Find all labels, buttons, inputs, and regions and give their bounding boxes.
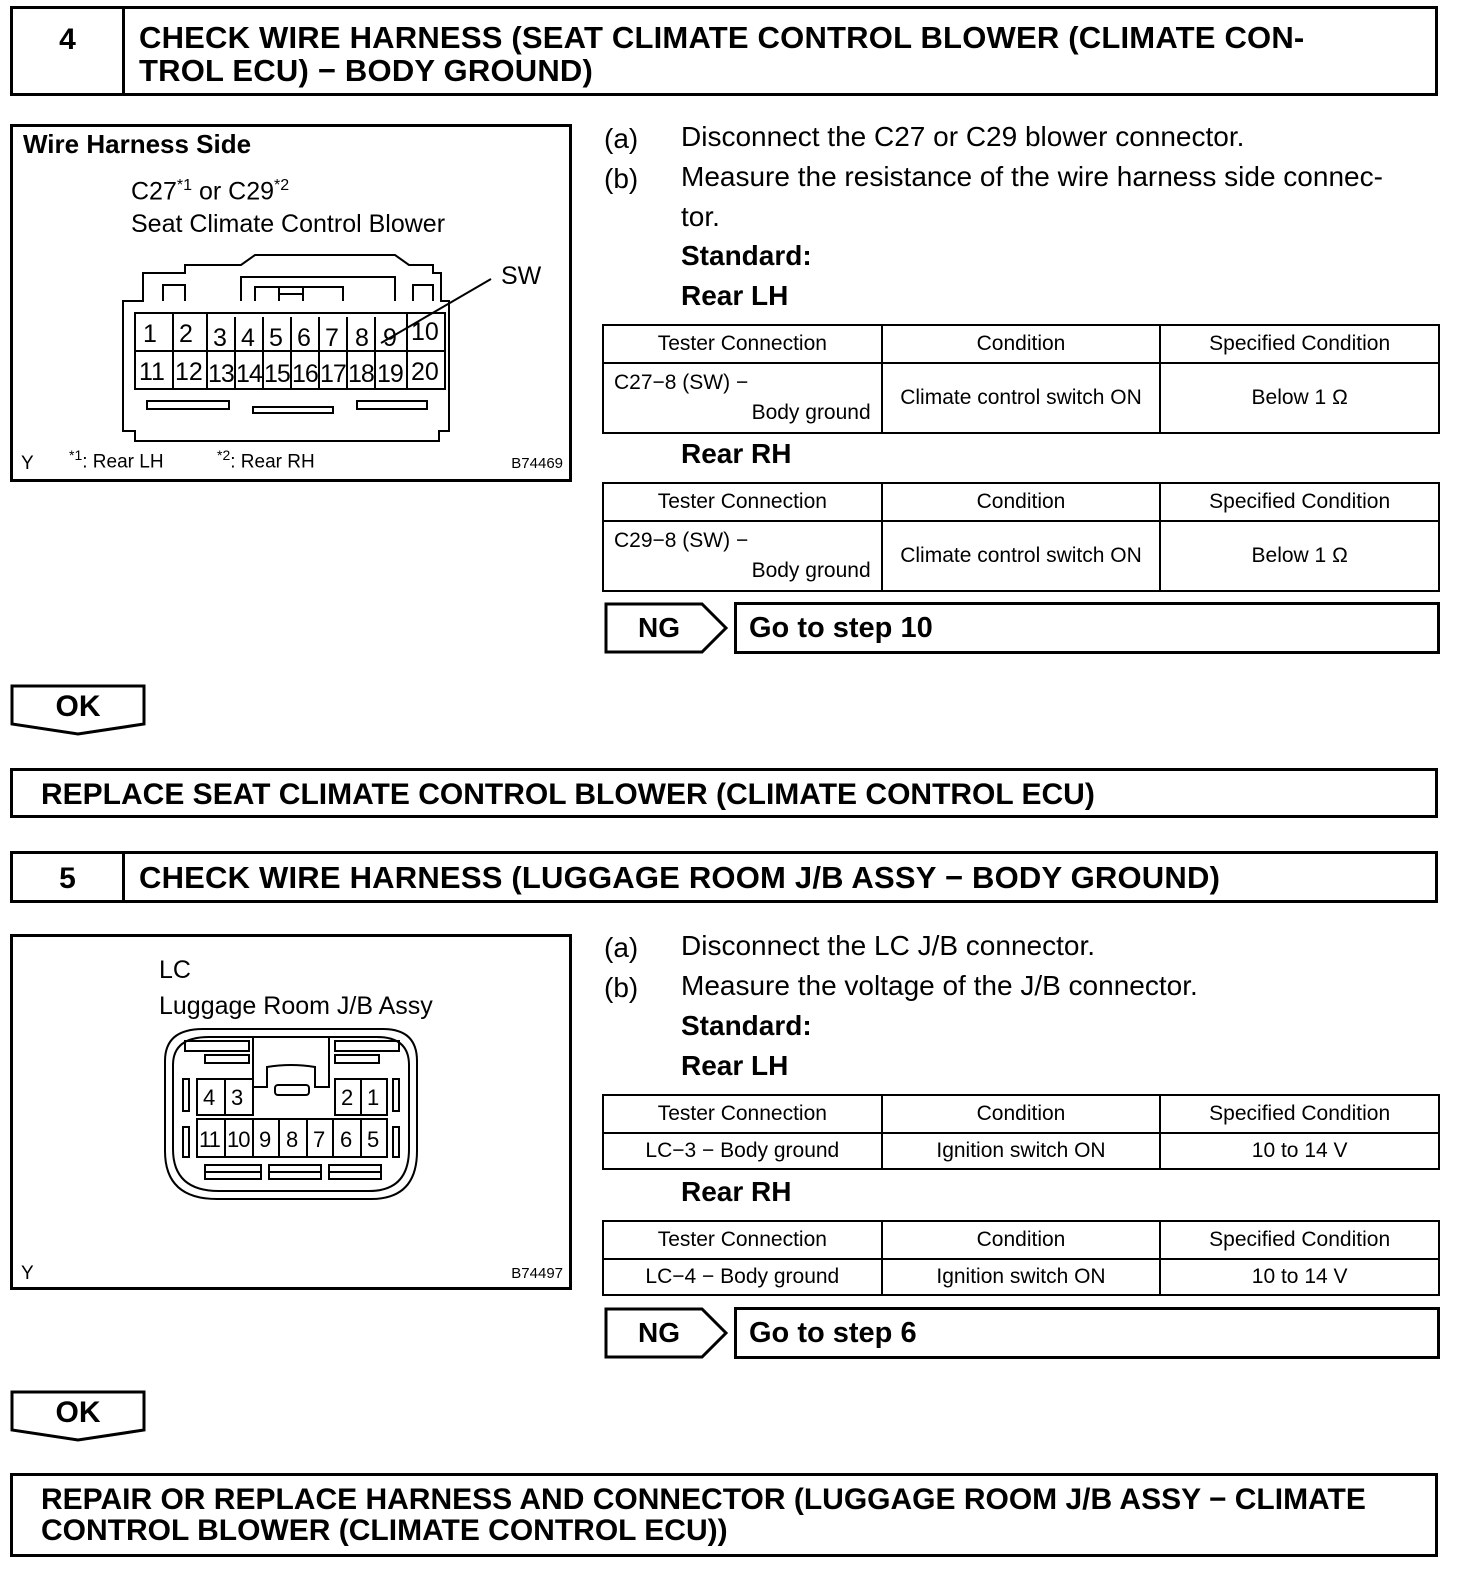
connector-id: LC — [159, 956, 191, 984]
column-header: Condition — [882, 1095, 1161, 1133]
table-row — [603, 1133, 1439, 1169]
pin: 3 — [231, 1085, 244, 1110]
pin: 10 — [227, 1127, 250, 1152]
ok-branch — [10, 684, 146, 736]
spec-table-rear-rh — [602, 482, 1440, 592]
step-number: 4 — [13, 9, 125, 93]
step-5-header — [10, 851, 1438, 903]
pin: 2 — [179, 320, 193, 348]
footnote-1: $^{*1}$: Rear LH — [69, 447, 164, 473]
table-row — [603, 521, 1439, 591]
rear-lh-label: Rear LH — [681, 1050, 789, 1081]
specified-condition-cell: Below 1 Ω — [1160, 521, 1439, 591]
connector-name: Seat Climate Control Blower — [131, 210, 446, 238]
table-row — [603, 1259, 1439, 1295]
instruction-label: (a) — [604, 932, 639, 963]
step-number: 5 — [13, 854, 125, 900]
instruction-label: (b) — [604, 163, 639, 194]
pin: 11 — [199, 1127, 220, 1152]
instruction-text: Disconnect the LC J/B connector. — [681, 930, 1095, 961]
result-box: REPLACE SEAT CLIMATE CONTROL BLOWER (CLIMATE CONTROL ECU) — [10, 768, 1438, 818]
result-line1: REPAIR OR REPLACE HARNESS AND CONNECTOR (LUGGAGE ROOM J/B ASSY − CLIMATE — [41, 1483, 1366, 1516]
footnote-2: $^{*2}$: Rear RH — [217, 447, 315, 473]
ng-branch — [604, 1307, 1440, 1359]
pin: 17 — [320, 360, 346, 388]
pin: 2 — [341, 1085, 354, 1110]
specified-condition-cell: 10 to 14 V — [1160, 1259, 1439, 1295]
table-header-row — [603, 1221, 1439, 1259]
pin: 7 — [313, 1127, 326, 1152]
condition-cell: Ignition switch ON — [882, 1259, 1161, 1295]
step-title: CHECK WIRE HARNESS (LUGGAGE ROOM J/B ASSY − BODY GROUND) — [139, 860, 1221, 895]
pin: 19 — [377, 360, 403, 388]
instruction-text: Measure the voltage of the J/B connector. — [681, 970, 1198, 1001]
standard-label: Standard: — [681, 240, 812, 271]
pin: 10 — [411, 318, 439, 346]
connector-name: Luggage Room J/B Assy — [159, 992, 433, 1020]
condition-cell: Ignition switch ON — [882, 1133, 1161, 1169]
pin: 16 — [292, 360, 318, 388]
column-header: Specified Condition — [1160, 325, 1439, 363]
ok-branch — [10, 1390, 146, 1442]
specified-condition-cell: 10 to 14 V — [1160, 1133, 1439, 1169]
step-title — [139, 21, 1423, 87]
column-header: Specified Condition — [1160, 1221, 1439, 1259]
pin: 5 — [367, 1127, 380, 1152]
corner-mark: Y — [21, 453, 34, 474]
ng-label: NG — [638, 1317, 680, 1348]
rear-rh-label: Rear RH — [681, 438, 792, 469]
connector-figure-lc — [10, 934, 572, 1290]
pin: 11 — [139, 358, 165, 386]
pin: 8 — [286, 1127, 299, 1152]
tester-connection-cell: LC−4 − Body ground — [603, 1259, 882, 1295]
condition-cell: Climate control switch ON — [882, 363, 1161, 433]
figure-id: B74469 — [511, 455, 563, 472]
instruction-label: (a) — [604, 123, 639, 154]
ng-branch — [604, 602, 1440, 654]
tester-connection-cell: C27−8 (SW) − Body ground — [603, 363, 882, 433]
instruction-text: Measure the resistance of the wire harness side connec- — [681, 161, 1383, 192]
standard-label: Standard: — [681, 1010, 812, 1041]
figure-id: B74497 — [511, 1265, 563, 1282]
pin: 1 — [367, 1085, 380, 1110]
step-title-line2: TROL ECU) − BODY GROUND) — [139, 53, 594, 88]
pin: 13 — [208, 360, 234, 388]
pin: 6 — [297, 324, 311, 352]
corner-mark: Y — [21, 1263, 34, 1284]
tester-connection-cell: C29−8 (SW) − Body ground — [603, 521, 882, 591]
pin: 1 — [143, 320, 157, 348]
ng-label: NG — [638, 612, 680, 643]
rear-lh-label: Rear LH — [681, 280, 789, 311]
table-header-row — [603, 483, 1439, 521]
connector-diagram — [13, 127, 569, 479]
pin: 9 — [383, 324, 397, 352]
pin: 4 — [203, 1085, 216, 1110]
pin: 6 — [340, 1127, 353, 1152]
table-header-row — [603, 325, 1439, 363]
spec-table-rear-lh — [602, 1094, 1440, 1170]
pin: 8 — [355, 324, 369, 352]
pin: 9 — [259, 1127, 272, 1152]
pin: 7 — [325, 324, 339, 352]
pin: 14 — [236, 360, 262, 388]
step-4-header — [10, 6, 1438, 96]
column-header: Condition — [882, 483, 1161, 521]
instruction-text-cont: tor. — [681, 201, 720, 232]
column-header: Tester Connection — [603, 325, 882, 363]
instruction-text: Disconnect the C27 or C29 blower connector. — [681, 121, 1245, 152]
table-header-row — [603, 1095, 1439, 1133]
connector-figure-c27-c29 — [10, 124, 572, 482]
pin: 12 — [175, 358, 203, 386]
result-line2: CONTROL BLOWER (CLIMATE CONTROL ECU)) — [41, 1514, 728, 1547]
connector-diagram — [13, 937, 569, 1287]
table-row — [603, 363, 1439, 433]
figure-header: Wire Harness Side — [23, 129, 252, 159]
column-header: Condition — [882, 325, 1161, 363]
rear-rh-label: Rear RH — [681, 1176, 792, 1207]
instruction-label: (b) — [604, 972, 639, 1003]
spec-table-rear-rh — [602, 1220, 1440, 1296]
pin: 15 — [264, 360, 290, 388]
tester-connection-cell: LC−3 − Body ground — [603, 1133, 882, 1169]
result-box — [10, 1473, 1438, 1557]
ok-label: OK — [55, 1396, 101, 1429]
column-header: Specified Condition — [1160, 1095, 1439, 1133]
pin: 20 — [411, 358, 439, 386]
column-header: Tester Connection — [603, 1095, 882, 1133]
column-header: Condition — [882, 1221, 1161, 1259]
pin: 3 — [213, 324, 227, 352]
column-header: Tester Connection — [603, 483, 882, 521]
step-title-line1: CHECK WIRE HARNESS (SEAT CLIMATE CONTROL BLOWER (CLIMATE CON- — [139, 20, 1305, 55]
column-header: Tester Connection — [603, 1221, 882, 1259]
specified-condition-cell: Below 1 Ω — [1160, 363, 1439, 433]
column-header: Specified Condition — [1160, 483, 1439, 521]
pin: 18 — [348, 360, 374, 388]
condition-cell: Climate control switch ON — [882, 521, 1161, 591]
pin-label-sw: SW — [501, 262, 542, 290]
pin: 5 — [269, 324, 283, 352]
ng-target-link[interactable]: Go to step 6 — [734, 1307, 1440, 1359]
spec-table-rear-lh — [602, 324, 1440, 434]
ok-label: OK — [55, 690, 101, 723]
connector-ids: C27$^{*1}$ or C29$^{*2}$ — [131, 177, 290, 206]
pin: 4 — [241, 324, 255, 352]
ng-target-link[interactable]: Go to step 10 — [734, 602, 1440, 654]
